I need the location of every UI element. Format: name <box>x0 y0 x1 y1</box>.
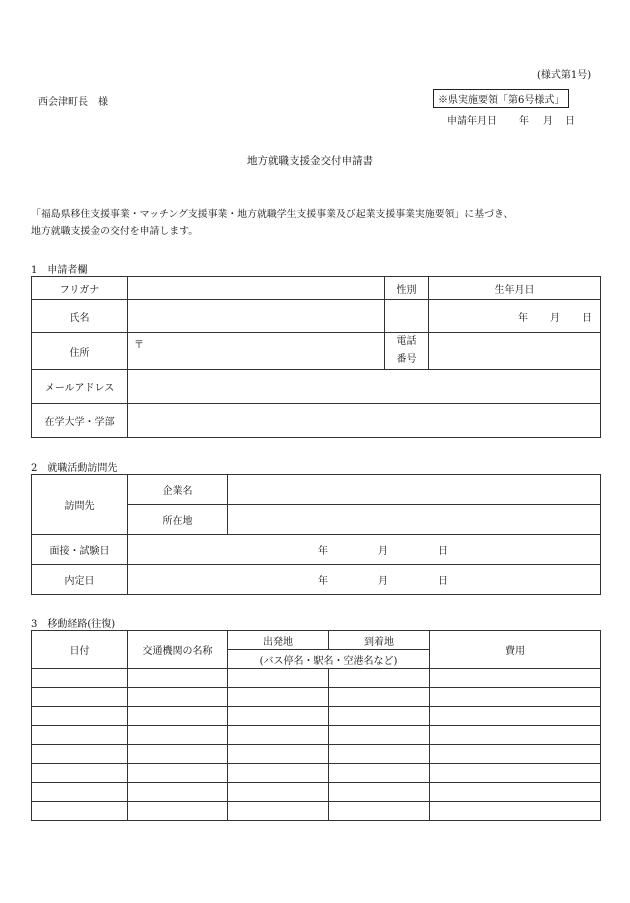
birthdate-month: 月 <box>550 312 560 324</box>
email-field[interactable] <box>128 370 601 404</box>
application-date-day: 日 <box>565 116 575 127</box>
name-label: 氏名 <box>32 300 128 333</box>
route-cell[interactable] <box>430 707 601 726</box>
route-cell[interactable] <box>329 726 430 745</box>
intro-line-2: 地方就職支援金の交付を申請します。 <box>31 226 199 237</box>
interview-date-label: 面接・試験日 <box>32 535 128 565</box>
application-date-month: 月 <box>543 116 553 127</box>
university-label: 在学大学・学部 <box>32 404 128 438</box>
route-cell[interactable] <box>329 745 430 764</box>
location-field[interactable] <box>228 505 601 535</box>
university-field[interactable] <box>128 404 601 438</box>
gender-field[interactable] <box>385 300 429 333</box>
birthdate-label: 生年月日 <box>429 277 601 300</box>
route-cell[interactable] <box>128 764 228 783</box>
route-cell[interactable] <box>228 802 329 821</box>
interview-date-field[interactable] <box>128 535 601 565</box>
route-cell[interactable] <box>329 802 430 821</box>
company-name-field[interactable] <box>228 475 601 505</box>
interview-year: 年 <box>318 546 328 557</box>
route-cost-header: 費用 <box>430 631 601 669</box>
route-cell[interactable] <box>228 745 329 764</box>
address-label: 住所 <box>32 333 128 370</box>
route-place-note: (バス停名・駅名・空港名など) <box>228 650 430 669</box>
route-cell[interactable] <box>430 726 601 745</box>
furigana-label: フリガナ <box>32 277 128 300</box>
phone-label-line1: 電話 <box>396 336 417 347</box>
route-cell[interactable] <box>32 726 128 745</box>
route-cell[interactable] <box>430 764 601 783</box>
route-row <box>32 707 601 726</box>
intro-line-1: 「福島県移住支援事業・マッチング支援事業・地方就職学生支援事業及び起業支援事業実施要領」に基づき、 <box>31 209 514 220</box>
route-cell[interactable] <box>329 764 430 783</box>
offer-date-field[interactable] <box>128 565 601 595</box>
route-row <box>32 688 601 707</box>
prefecture-form-note: ※県実施要領「第6号様式」 <box>433 89 569 108</box>
route-cell[interactable] <box>329 688 430 707</box>
route-cell[interactable] <box>128 707 228 726</box>
route-cell[interactable] <box>228 688 329 707</box>
route-table <box>31 630 601 821</box>
route-row <box>32 726 601 745</box>
route-cell[interactable] <box>430 745 601 764</box>
location-label: 所在地 <box>128 505 228 535</box>
route-cell[interactable] <box>228 764 329 783</box>
postal-mark: 〒 <box>134 340 144 351</box>
route-transport-header: 交通機関の名称 <box>128 631 228 669</box>
offer-date-label: 内定日 <box>32 565 128 595</box>
furigana-field[interactable] <box>128 277 385 300</box>
route-row <box>32 764 601 783</box>
section3-heading: 3 移動経路(往復) <box>31 619 116 630</box>
birthdate-field[interactable] <box>429 300 601 333</box>
document-title: 地方就職支援金交付申請書 <box>247 155 373 167</box>
route-cell[interactable] <box>32 688 128 707</box>
application-date <box>447 112 575 127</box>
route-cell[interactable] <box>228 707 329 726</box>
route-cell[interactable] <box>430 783 601 802</box>
form-number: (様式第1号) <box>537 70 592 81</box>
phone-label <box>385 333 429 370</box>
route-cell[interactable] <box>128 669 228 688</box>
interview-month: 月 <box>378 546 388 557</box>
route-cell[interactable] <box>32 707 128 726</box>
applicant-table <box>31 276 601 438</box>
route-cell[interactable] <box>430 688 601 707</box>
route-cell[interactable] <box>32 745 128 764</box>
name-field[interactable] <box>128 300 385 333</box>
route-cell[interactable] <box>128 726 228 745</box>
offer-month: 月 <box>378 576 388 587</box>
route-date-header: 日付 <box>32 631 128 669</box>
company-name-label: 企業名 <box>128 475 228 505</box>
route-cell[interactable] <box>32 783 128 802</box>
email-label: メールアドレス <box>32 370 128 404</box>
route-cell[interactable] <box>430 669 601 688</box>
route-cell[interactable] <box>128 802 228 821</box>
route-row <box>32 669 601 688</box>
route-arrival-header: 到着地 <box>329 631 430 650</box>
addressee: 西会津町長 様 <box>38 97 108 108</box>
section2-heading: 2 就職活動訪問先 <box>31 463 118 474</box>
route-cell[interactable] <box>228 726 329 745</box>
route-cell[interactable] <box>128 745 228 764</box>
offer-day: 日 <box>438 576 448 587</box>
route-cell[interactable] <box>329 669 430 688</box>
offer-year: 年 <box>318 576 328 587</box>
gender-label: 性別 <box>385 277 429 300</box>
visit-table <box>31 474 601 595</box>
birthdate-day: 日 <box>582 312 592 324</box>
route-cell[interactable] <box>329 783 430 802</box>
section1-heading: 1 申請者欄 <box>31 265 88 276</box>
application-date-year: 年 <box>519 116 529 127</box>
route-cell[interactable] <box>228 783 329 802</box>
route-row <box>32 802 601 821</box>
route-cell[interactable] <box>128 688 228 707</box>
route-cell[interactable] <box>430 802 601 821</box>
route-cell[interactable] <box>32 669 128 688</box>
route-cell[interactable] <box>228 669 329 688</box>
route-cell[interactable] <box>32 802 128 821</box>
birthdate-year: 年 <box>518 312 528 324</box>
address-field[interactable] <box>128 333 385 370</box>
route-row <box>32 745 601 764</box>
phone-label-line2: 番号 <box>396 354 417 365</box>
interview-day: 日 <box>438 546 448 557</box>
route-row <box>32 783 601 802</box>
route-departure-header: 出発地 <box>228 631 329 650</box>
visit-target-label: 訪問先 <box>32 475 128 535</box>
application-date-label: 申請年月日 <box>447 116 497 127</box>
phone-field[interactable] <box>429 333 601 370</box>
route-cell[interactable] <box>32 764 128 783</box>
route-cell[interactable] <box>128 783 228 802</box>
route-cell[interactable] <box>329 707 430 726</box>
